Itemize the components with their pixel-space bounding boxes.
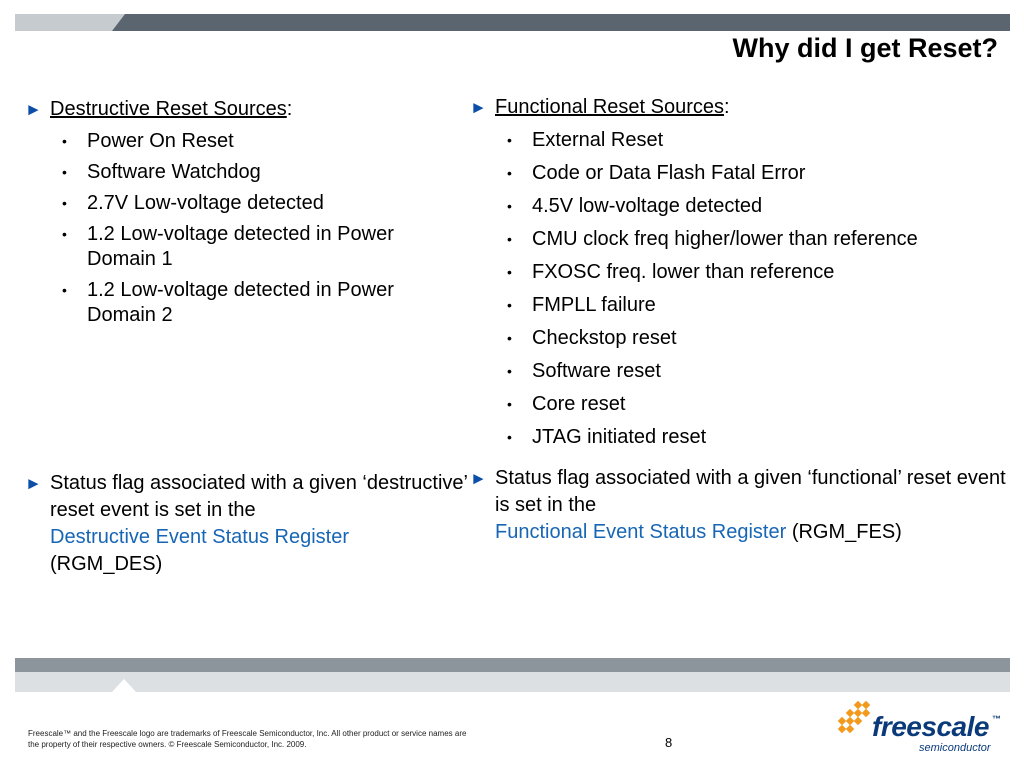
right-heading-row <box>470 95 1000 120</box>
right-status-paragraph <box>470 465 1024 546</box>
header-bar-dark <box>125 14 1010 31</box>
list-item-text: FXOSC freq. lower than reference <box>532 261 835 283</box>
list-item-text: CMU clock freq higher/lower than reference <box>532 228 918 250</box>
list-item-text: Code or Data Flash Fatal Error <box>532 162 806 184</box>
dot-bullet-icon: • <box>507 231 512 247</box>
footer-bar-dark <box>15 658 1010 672</box>
list-item-text: Software Watchdog <box>87 161 261 183</box>
list-item-text: Core reset <box>532 393 626 415</box>
arrow-bullet-icon: ► <box>25 474 42 493</box>
logo-subtitle: semiconductor <box>919 742 991 754</box>
list-item <box>25 160 445 185</box>
left-column <box>25 97 445 328</box>
list-item <box>470 260 1000 285</box>
list-item <box>25 129 445 154</box>
list-item <box>470 293 1000 318</box>
list-item <box>470 194 1000 219</box>
left-list <box>25 129 445 328</box>
list-item-text: 1.2 Low-voltage detected in Power Domain 2 <box>87 279 394 326</box>
logo-trademark: ™ <box>992 714 1001 724</box>
list-item <box>470 326 1000 351</box>
logo-wordmark: freescale <box>872 711 989 742</box>
list-item <box>25 278 445 328</box>
arrow-bullet-icon: ► <box>25 100 42 119</box>
header-bar-light <box>15 14 125 31</box>
list-item <box>470 392 1000 417</box>
list-item-text: JTAG initiated reset <box>532 426 707 448</box>
list-item-text: 1.2 Low-voltage detected in Power Domain 1 <box>87 223 394 270</box>
left-heading-row <box>25 97 445 122</box>
dot-bullet-icon: • <box>507 132 512 148</box>
left-status-suffix: (RGM_DES) <box>50 553 163 575</box>
list-item <box>25 222 445 272</box>
dot-bullet-icon: • <box>62 164 67 180</box>
slide-title: Why did I get Reset? <box>732 33 998 63</box>
list-item-text: Software reset <box>532 360 661 382</box>
left-heading-suffix: : <box>286 98 293 120</box>
page-number: 8 <box>665 735 673 750</box>
freescale-logo-mark-icon <box>835 700 875 740</box>
destructive-register-link: Destructive Event Status Register <box>50 526 350 548</box>
arrow-bullet-icon: ► <box>470 469 487 488</box>
list-item-text: External Reset <box>532 129 664 151</box>
functional-register-link: Functional Event Status Register <box>495 521 787 543</box>
dot-bullet-icon: • <box>507 297 512 313</box>
list-item-text: FMPLL failure <box>532 294 656 316</box>
list-item <box>25 191 445 216</box>
right-column <box>470 95 1000 450</box>
freescale-logo <box>835 700 1005 760</box>
right-heading-suffix: : <box>724 96 730 118</box>
list-item-text: 4.5V low-voltage detected <box>532 195 763 217</box>
dot-bullet-icon: • <box>62 195 67 211</box>
left-status-text: Status flag associated with a given ‘destructive’ reset event is set in the <box>50 472 468 521</box>
dot-bullet-icon: • <box>62 226 67 242</box>
dot-bullet-icon: • <box>507 330 512 346</box>
list-item <box>470 128 1000 153</box>
footer-notch <box>112 679 136 692</box>
footer-bar-light <box>15 672 1010 692</box>
dot-bullet-icon: • <box>62 133 67 149</box>
dot-bullet-icon: • <box>507 363 512 379</box>
list-item <box>470 161 1000 186</box>
list-item <box>470 425 1000 450</box>
dot-bullet-icon: • <box>507 396 512 412</box>
right-status-suffix: (RGM_FES) <box>791 521 902 543</box>
left-status-paragraph <box>25 470 470 578</box>
footer-legal-text <box>28 728 528 750</box>
dot-bullet-icon: • <box>507 264 512 280</box>
header-notch <box>112 14 138 31</box>
list-item <box>470 227 1000 252</box>
list-item <box>470 359 1000 384</box>
list-item-text: Checkstop reset <box>532 327 677 349</box>
right-heading: Functional Reset Sources <box>495 96 725 118</box>
dot-bullet-icon: • <box>62 282 67 298</box>
legal-line-2: the property of their respective owners. © Freescale Semiconductor, Inc. 2009. <box>28 740 307 749</box>
dot-bullet-icon: • <box>507 165 512 181</box>
list-item-text: 2.7V Low-voltage detected <box>87 192 324 214</box>
dot-bullet-icon: • <box>507 198 512 214</box>
left-heading: Destructive Reset Sources <box>50 98 287 120</box>
right-status-text: Status flag associated with a given ‘functional’ reset event is set in the <box>495 467 1006 516</box>
list-item-text: Power On Reset <box>87 130 234 152</box>
legal-line-1: Freescale™ and the Freescale logo are trademarks of Freescale Semiconductor, Inc. All other product or service names are <box>28 729 467 738</box>
dot-bullet-icon: • <box>507 429 512 445</box>
arrow-bullet-icon: ► <box>470 98 487 117</box>
right-list <box>470 128 1000 450</box>
